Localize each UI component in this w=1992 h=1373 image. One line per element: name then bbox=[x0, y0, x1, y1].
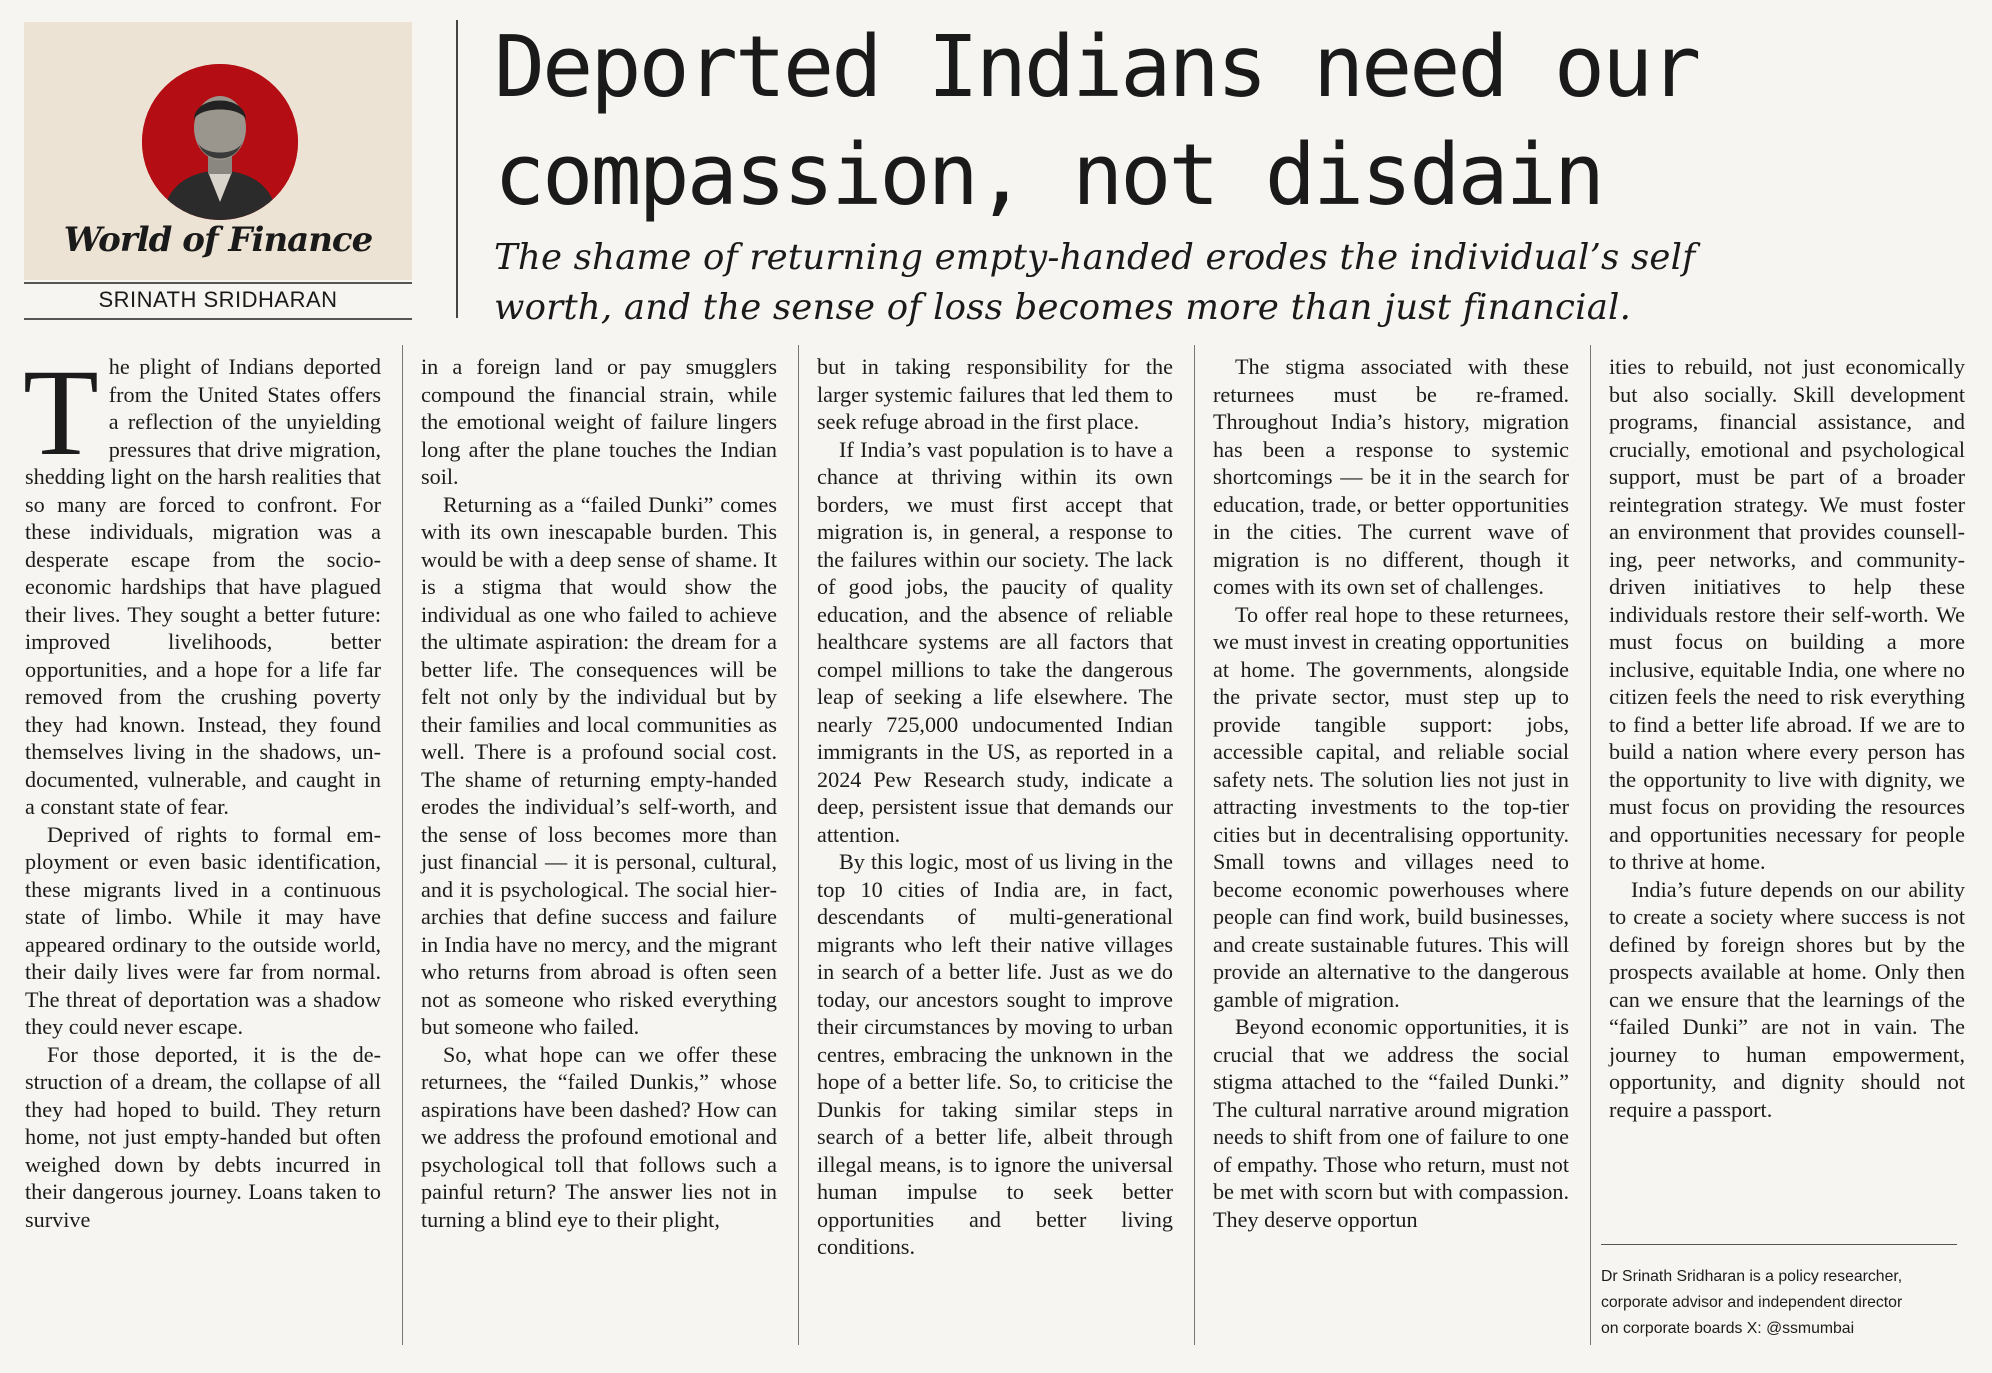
paragraph: but in taking responsibility for the larger systemic failures that led them to seek refuge abroad in the first place. bbox=[817, 354, 1173, 434]
standfirst-line: worth, and the sense of loss becomes more than just financial. bbox=[494, 287, 1632, 328]
column-name: World of Finance bbox=[63, 220, 373, 260]
author-photo bbox=[142, 64, 298, 220]
paragraph: Returning as a “failed Dunki” comes with its own inescapable burden. This would be with a deep sense of shame. It is a stigma that would show the individual as one who failed to achieve the ultimate aspiration: the dream for a better life. The consequences will be felt not only by the individual but by their families and local communities as well. There is a profound social cost. The shame of returning empty-handed erodes the individual’s self-worth, and the sense of loss becomes more than just financial — it is personal, cultural, and it is psychological. The social hierarchies that define success and failure in India have no mercy, and the migrant who returns from abroad is often seen not as someone who risked everything but someone who failed. bbox=[421, 491, 777, 1039]
article-column-3 bbox=[817, 353, 1173, 1261]
author-bio-line: on corporate boards X: @ssmumbai bbox=[1601, 1320, 1855, 1337]
drop-cap: T bbox=[23, 344, 99, 481]
column-divider bbox=[1590, 345, 1591, 1345]
paragraph: By this logic, most of us living in the top 10 cities of India are, in fact, descendants of multi-generational migrants who left their native villages in search of a better life. Just as we do today, our ancestors sought to improve their circumstances by moving to urban centres, embracing the unknown in the hope of a better life. So, to criticise the Dunkis for taking similar steps in search of a better life, albeit through illegal means, is to ignore the universal human impulse to seek better opportunities and better living conditions. bbox=[817, 849, 1173, 1259]
paragraph: To offer real hope to these returnees, we must invest in creating opportunities at home. The governments, alongside the private sector, must step up to provide tangible support: jobs, accessible capital, and reliable social safety nets. The solution lies not just in attracting investments to the top-tier cities but in decentralising opportunity. Small towns and villages need to become economic powerhouses where people can find work, build businesses, and create sustainable futures. This will provide an alternative to the dangerous gamble of migration. bbox=[1213, 601, 1569, 1012]
author-bio-line: Dr Srinath Sridharan is a policy researcher, bbox=[1601, 1268, 1903, 1285]
paragraph: So, what hope can we offer these returnees, the “failed Dunkis,” whose aspirations have been dashed? How can we address the profound emotional and psychological toll that follows such a painful return? The answer lies not in turning a blind eye to their plight, bbox=[421, 1041, 777, 1232]
article-column-2 bbox=[421, 353, 777, 1233]
article-column-1 bbox=[23, 344, 381, 1233]
paragraph bbox=[23, 344, 381, 821]
article-column-5 bbox=[1609, 353, 1965, 1123]
author-name: SRINATH SRIDHARAN bbox=[98, 287, 338, 312]
headline-line: Deported Indians need our bbox=[494, 18, 1699, 117]
header-divider bbox=[456, 20, 458, 318]
author-portrait-image bbox=[142, 64, 298, 220]
paragraph: Deprived of rights to formal employment or even basic identification, these migrants lived in a continuous state of limbo. While it may have appeared ordinary to the outside world, their daily lives were far from normal. The threat of deportation was a shadow they could never escape. bbox=[25, 821, 381, 1039]
standfirst-line: The shame of returning empty-handed erodes the individual’s self bbox=[494, 237, 1696, 278]
column-branding-box bbox=[24, 22, 412, 280]
headline-line: compassion, not disdain bbox=[494, 126, 1603, 225]
standfirst bbox=[494, 233, 1984, 333]
paragraph: For those deported, it is the destruction of a dream, the collapse of all they had hoped to build. They return home, not just empty-handed but often weighed down by debts incurred in their dangerous journey. Loans taken to survive bbox=[25, 1041, 381, 1232]
paragraph: Beyond economic opportunities, it is crucial that we address the social stigma attached to the “failed Dunki.” The cultural narrative around migration needs to shift from one of failure to one of empathy. Those who return, must not be met with scorn but with compassion. They deserve opportun bbox=[1213, 1014, 1569, 1232]
divider bbox=[24, 282, 412, 284]
bio-divider bbox=[1601, 1244, 1957, 1245]
author-bio bbox=[1601, 1264, 1971, 1342]
paragraph: India’s future depends on our ability to create a society where success is not defined by foreign shores but by the prospects available at home. Only then can we ensure that the learnings of the “failed Dunki” are not in vain. The journey to human empowerment, opportunity, and dignity should not require a passport. bbox=[1609, 876, 1965, 1122]
paragraph-text: he plight of Indians deported from the United States offers a reflection of the unyielding pressures that drive migration, shedding light on the harsh realities that so many are forced to confront. For these individuals, migration was a desperate escape from the socio-economic hardships that have plagued their lives. They sought a better future: improved livelihoods, better opportunities, and a hope for a life far removed from the crushing poverty they had known. Instead, they found themselves living in the shadows, undocumented, vulnerable, and caught in a constant state of fear. bbox=[25, 354, 381, 819]
column-divider bbox=[402, 345, 403, 1345]
paragraph: in a foreign land or pay smugglers compound the financial strain, while the emotional weight of failure lingers long after the plane touches the Indian soil. bbox=[421, 354, 777, 489]
paragraph: ities to rebuild, not just economically but also socially. Skill development programs, financial assistance, and crucially, emotional and psychological support, must be part of a broader reintegration strategy. We must foster an environment that provides counselling, peer networks, and community-driven initiatives to help these individuals restore their self-worth. We must focus on building a more inclusive, equitable India, one where no citizen feels the need to risk everything to find a better life abroad. If we are to build a nation where every person has the opportunity to live with dignity, we must focus on providing the resources and opportunities necessary for people to thrive at home. bbox=[1609, 354, 1965, 874]
paragraph: If India’s vast population is to have a chance at thriving within its own borders, we must first accept that migration is, in general, a response to the failures within our society. The lack of good jobs, the paucity of quality education, and the absence of reliable healthcare systems are all factors that compel millions to take the dangerous leap of seeking a life elsewhere. The nearly 725,000 undocumented Indian immigrants in the US, as reported in a 2024 Pew Research study, indicate a deep, persistent issue that demands our attention. bbox=[817, 436, 1173, 847]
article-column-4 bbox=[1213, 353, 1569, 1233]
paragraph: The stigma associated with these returnees must be re-framed. Throughout India’s history, migration has been a response to systemic shortcomings — be it in the search for education, trade, or better opportunities in the cities. The current wave of migration is no different, though it comes with its own set of challenges. bbox=[1213, 354, 1569, 599]
headline bbox=[494, 14, 1974, 230]
column-divider bbox=[1194, 345, 1195, 1345]
author-bio-line: corporate advisor and independent director bbox=[1601, 1294, 1903, 1311]
divider bbox=[24, 318, 412, 320]
column-divider bbox=[798, 345, 799, 1345]
